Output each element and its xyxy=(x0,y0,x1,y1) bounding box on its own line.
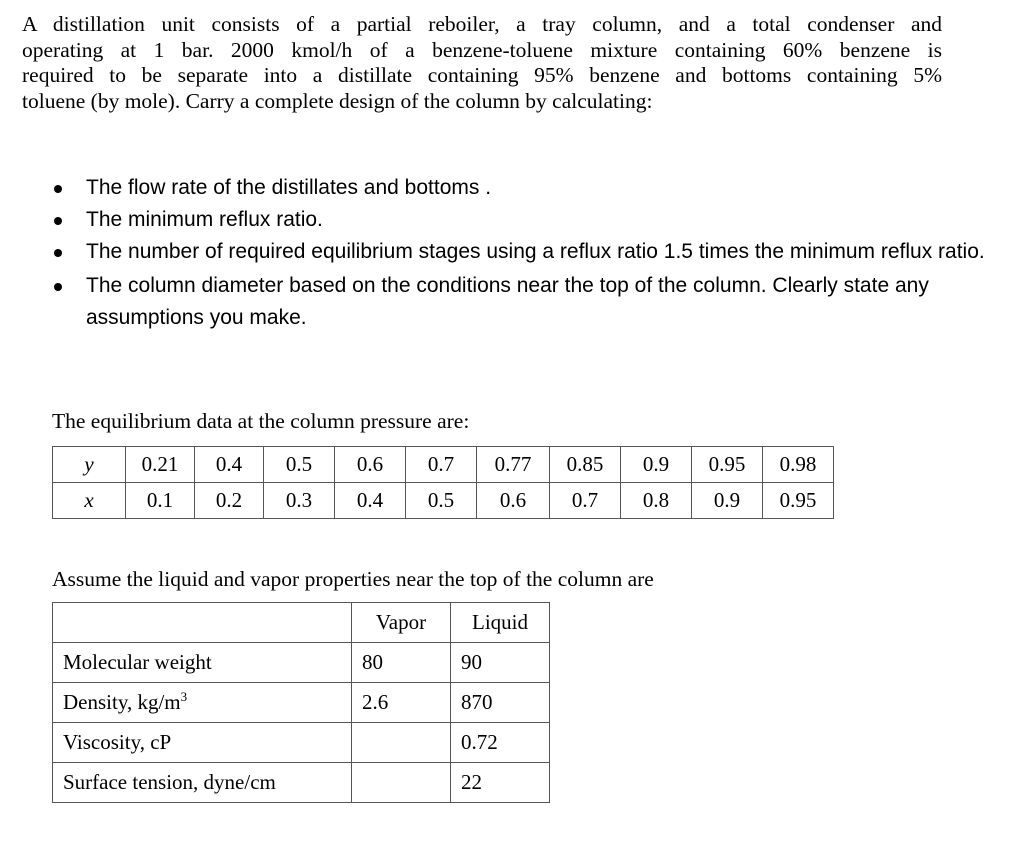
bullet-icon xyxy=(54,217,62,225)
y-value-cell: 0.77 xyxy=(477,447,550,483)
intro-line-1: A distillation unit consists of a partial reboiler, a tray column, and a total condenser and xyxy=(22,12,942,36)
equilibrium-table xyxy=(52,446,834,519)
properties-table xyxy=(52,602,550,803)
bullet-icon xyxy=(54,283,62,291)
vapor-value-cell: 2.6 xyxy=(352,683,451,723)
y-value-cell: 0.95 xyxy=(692,447,763,483)
task-item xyxy=(40,172,1015,204)
equilibrium-caption: The equilibrium data at the column pressure are: xyxy=(52,409,470,433)
task-text: The column diameter based on the conditions near the top of the column. Clearly state any assumptions you make. xyxy=(86,274,929,329)
liquid-value-cell: 22 xyxy=(451,763,550,803)
y-value-cell: 0.98 xyxy=(763,447,834,483)
properties-header-row xyxy=(53,603,550,643)
task-list xyxy=(40,172,1015,334)
x-value-cell: 0.7 xyxy=(550,483,621,519)
intro-line-4: toluene (by mole). Carry a complete design of the column by calculating: xyxy=(22,88,653,113)
x-value-cell: 0.5 xyxy=(406,483,477,519)
y-value-cell: 0.21 xyxy=(126,447,195,483)
vapor-value-cell xyxy=(352,763,451,803)
header-liquid-cell: Liquid xyxy=(451,603,550,643)
x-value-cell: 0.2 xyxy=(195,483,264,519)
header-blank-cell xyxy=(53,603,352,643)
property-name-cell: Viscosity, cP xyxy=(53,723,352,763)
header-vapor-cell: Vapor xyxy=(352,603,451,643)
property-name-cell: Molecular weight xyxy=(53,643,352,683)
property-row xyxy=(53,763,550,803)
task-text: The number of required equilibrium stages using a reflux ratio 1.5 times the minimum reflux ratio. xyxy=(86,240,985,263)
bullet-icon xyxy=(54,249,62,257)
task-text: The minimum reflux ratio. xyxy=(86,208,323,231)
task-item xyxy=(40,270,1015,334)
intro-line-3: required to be separate into a distillate containing 95% benzene and bottoms containing 5% xyxy=(22,63,942,87)
liquid-value-cell: 0.72 xyxy=(451,723,550,763)
property-row xyxy=(53,643,550,683)
task-item xyxy=(40,236,1015,268)
y-value-cell: 0.85 xyxy=(550,447,621,483)
x-value-cell: 0.9 xyxy=(692,483,763,519)
problem-statement xyxy=(22,12,942,114)
liquid-value-cell: 870 xyxy=(451,683,550,723)
property-name-cell xyxy=(53,683,352,723)
y-value-cell: 0.9 xyxy=(621,447,692,483)
y-value-cell: 0.6 xyxy=(335,447,406,483)
equilibrium-x-row xyxy=(53,483,834,519)
bullet-icon xyxy=(54,185,62,193)
intro-line-2: operating at 1 bar. 2000 kmol/h of a benzene-toluene mixture containing 60% benzene is xyxy=(22,37,942,62)
property-row xyxy=(53,723,550,763)
y-label-cell: y xyxy=(53,447,126,483)
property-name-cell: Surface tension, dyne/cm xyxy=(53,763,352,803)
properties-caption: Assume the liquid and vapor properties near the top of the column are xyxy=(52,567,654,591)
unit-superscript: 3 xyxy=(180,689,188,704)
task-item xyxy=(40,204,1015,236)
property-name-text: Density, kg/m xyxy=(63,690,181,714)
x-value-cell: 0.4 xyxy=(335,483,406,519)
x-value-cell: 0.95 xyxy=(763,483,834,519)
x-value-cell: 0.6 xyxy=(477,483,550,519)
x-label-cell: x xyxy=(53,483,126,519)
equilibrium-y-row xyxy=(53,447,834,483)
x-value-cell: 0.3 xyxy=(264,483,335,519)
y-value-cell: 0.4 xyxy=(195,447,264,483)
vapor-value-cell: 80 xyxy=(352,643,451,683)
property-row xyxy=(53,683,550,723)
task-text: The flow rate of the distillates and bottoms . xyxy=(86,176,492,199)
x-value-cell: 0.1 xyxy=(126,483,195,519)
y-value-cell: 0.7 xyxy=(406,447,477,483)
y-value-cell: 0.5 xyxy=(264,447,335,483)
x-value-cell: 0.8 xyxy=(621,483,692,519)
liquid-value-cell: 90 xyxy=(451,643,550,683)
vapor-value-cell xyxy=(352,723,451,763)
